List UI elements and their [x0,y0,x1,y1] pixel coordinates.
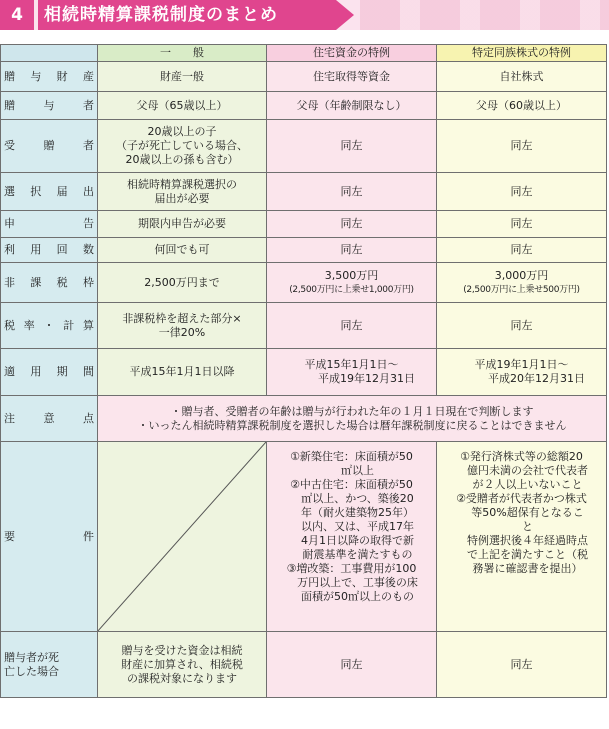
row-label: 非課税枠 [1,263,98,303]
note-line: ・贈与者、受贈者の年齢は贈与が行われた年の１月１日現在で判断します [170,404,534,418]
header-stripes [360,0,609,30]
cell-housing: 同左 [267,120,437,173]
cell-general: 平成15年1月1日以降 [98,349,267,396]
req-line: 億円未満の会社で代表者 [467,464,588,477]
table-header-row [1,45,607,62]
row-label: 利用回数 [1,238,98,263]
table-row [1,238,607,263]
amount-main: 3,500万円 [324,268,379,282]
cell-line: 20歳以上の孫も含む） [125,153,239,166]
summary-table [0,44,607,698]
cell-line: 財産に加算され、相続税 [121,657,243,671]
req-line: ②受贈者が代表者かつ株式 [456,492,587,505]
cell-general [98,632,267,698]
row-label: 贈与者 [1,92,98,120]
row-label: 選択届出 [1,173,98,211]
header-general: 一 般 [98,45,267,62]
req-line: が２人以上いないこと [472,478,583,491]
cell-line: 届出が必要 [154,191,210,205]
label-line: 贈与者が死 [4,650,59,664]
cell-stock: 自社株式 [437,62,607,92]
cell-general [98,173,267,211]
cell-line: 20歳以上の子 [147,125,217,138]
req-line: 以内、又は、平成17年 [301,520,414,533]
diagonal-line [98,442,266,631]
table-row [1,442,607,632]
cell-housing: 父母（年齢制限なし） [267,92,437,120]
cell-general: 父母（65歳以上） [98,92,267,120]
row-label: 贈与財産 [1,62,98,92]
cell-general [98,303,267,349]
note-line: ・いったん相続時精算課税制度を選択した場合は暦年課税制度に戻ることはできません [137,418,567,432]
req-line: 等50%超保有となるこ [471,506,584,519]
cell-line: 相続時精算課税選択の [127,177,237,191]
row-label: 申告 [1,211,98,238]
table-row [1,632,607,698]
row-label: 適用期間 [1,349,98,396]
cell-stock: 同左 [437,238,607,263]
cell-stock-requirements [437,442,607,632]
req-line: ㎡以上 [341,464,374,477]
table-row [1,62,607,92]
cell-stock: 同左 [437,120,607,173]
cell-stock: 同左 [437,303,607,349]
cell-housing: 同左 [267,303,437,349]
cell-housing: 同左 [267,238,437,263]
req-line: 4月1日以降の取得で新 [301,534,414,547]
cell-stock: 同左 [437,211,607,238]
cell-line: 非課税枠を超えた部分× [122,311,242,325]
cell-general: 何回でも可 [98,238,267,263]
table-row [1,349,607,396]
row-label: 受贈者 [1,120,98,173]
table-row [1,120,607,173]
amount-main: 3,000万円 [494,268,549,282]
row-label: 税率・計算 [1,303,98,349]
req-line: 耐震基準を満たすもの [302,548,413,561]
header-blank [1,45,98,62]
req-line: 面積が50㎡以上のもの [301,590,414,603]
req-line: 特例選択後４年経過時点 [467,534,588,547]
row-label: 注意点 [1,396,98,442]
req-line: ①発行済株式等の総額20 [460,450,583,463]
cell-housing [267,263,437,303]
cell-housing-requirements [267,442,437,632]
cell-general [98,120,267,173]
cell-general: 財産一般 [98,62,267,92]
cell-stock: 同左 [437,173,607,211]
diagonal-empty-cell [98,442,267,632]
req-line: ①新築住宅：床面積が50 [290,450,413,463]
req-line: と [522,520,533,533]
page-title: 相続時精算課税制度のまとめ [44,5,278,25]
cell-line: 平成15年1月1日～ [304,358,399,371]
req-line: ②中古住宅：床面積が50 [290,478,413,491]
amount-sub: (2,500万円に上乗せ1,000万円) [289,284,414,295]
cell-line: （子が死亡している場合、 [116,139,248,152]
table-row [1,396,607,442]
table-row [1,92,607,120]
table-row [1,211,607,238]
req-line: 務署に確認書を提出） [472,562,583,575]
cell-housing: 同左 [267,211,437,238]
cell-line: の課税対象になります [127,671,237,685]
header-stock: 特定同族株式の特例 [437,45,607,62]
table-row [1,303,607,349]
cell-line: 平成20年12月31日 [488,372,585,385]
cell-line: 平成19年1月1日～ [474,358,569,371]
cell-line: 一律20% [158,325,206,339]
req-line: 万円以上で、工事後の床 [297,576,418,589]
cell-line: 平成19年12月31日 [318,372,415,385]
table-row [1,173,607,211]
section-number: 4 [0,0,34,30]
req-line: ③増改築：工事費用が100 [286,562,417,575]
cell-general: 2,500万円まで [98,263,267,303]
row-label [1,632,98,698]
cell-stock [437,349,607,396]
row-label: 要件 [1,442,98,632]
table-row [1,263,607,303]
cell-housing: 同左 [267,632,437,698]
label-line: 亡した場合 [4,664,59,678]
cell-line: 贈与を受けた資金は相続 [121,643,243,657]
notes-cell [98,396,607,442]
header-housing: 住宅資金の特例 [267,45,437,62]
cell-general: 期限内申告が必要 [98,211,267,238]
cell-stock [437,263,607,303]
cell-housing: 住宅取得等資金 [267,62,437,92]
req-line: で上記を満たすこと（税 [467,548,588,561]
section-header [0,0,609,30]
cell-stock: 同左 [437,632,607,698]
cell-housing: 同左 [267,173,437,211]
req-line: 年（耐火建築物25年） [301,506,414,519]
cell-stock: 父母（60歳以上） [437,92,607,120]
req-line: ㎡以上、かつ、築後20 [301,492,414,505]
cell-housing [267,349,437,396]
amount-sub: (2,500万円に上乗せ500万円) [463,284,580,295]
